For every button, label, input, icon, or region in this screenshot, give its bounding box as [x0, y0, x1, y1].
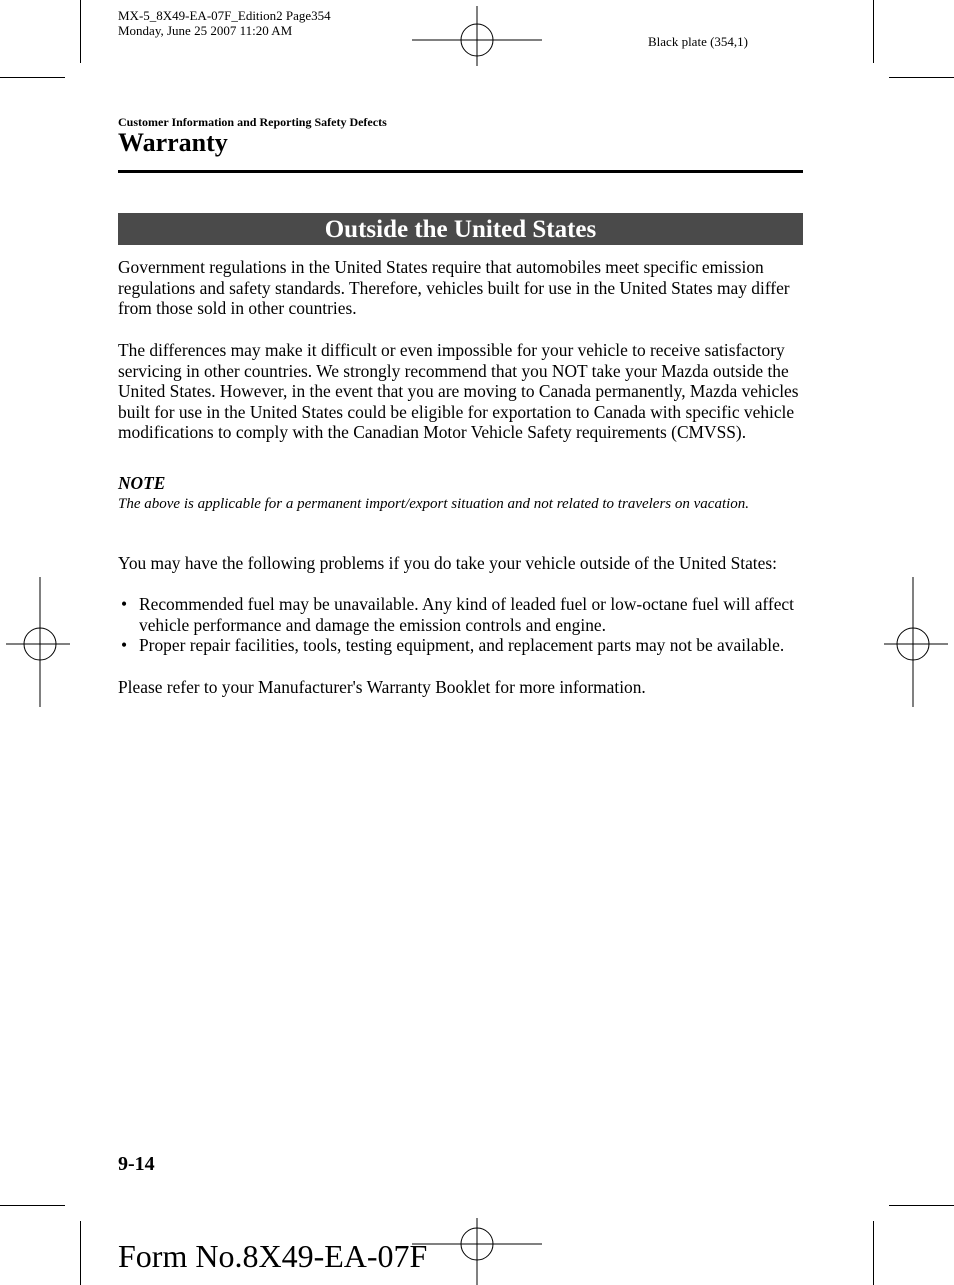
problem-list: [118, 594, 803, 656]
form-number: Form No.8X49-EA-07F: [118, 1238, 428, 1274]
crop-mark-bottom-left-h: [0, 1205, 65, 1206]
paragraph-problems: You may have the following problems if you do take your vehicle outside of the United States:: [118, 553, 777, 573]
print-file-info: MX-5_8X49-EA-07F_Edition2 Page354: [118, 8, 331, 23]
section-label: Customer Information and Reporting Safety Defects: [118, 115, 387, 129]
bullet-icon: •: [121, 635, 128, 656]
list-item-text: Recommended fuel may be unavailable. Any kind of leaded fuel or low-octane fuel will affect vehicle performance and damage the emission controls and engine.: [139, 594, 794, 635]
registration-mark-bottom-icon: [412, 1218, 542, 1285]
section-heading: Outside the United States: [118, 213, 803, 245]
registration-mark-top-icon: [412, 6, 542, 66]
paragraph-refer: Please refer to your Manufacturer's Warranty Booklet for more information.: [118, 677, 646, 697]
paragraph-differences: The differences may make it difficult or even impossible for your vehicle to receive satisfactory servicing in other countries. We strongly recommend that you NOT take your Mazda outside the United States. However, in the event that you are moving to Canada permanently, Mazda vehicles built for use in the United States could be eligible for exportation to Canada with specific vehicle modifications to comply with the Canadian Motor Vehicle Safety requirements (CMVSS).: [118, 340, 799, 443]
note-title: NOTE: [118, 473, 166, 493]
crop-mark-bottom-right-h: [889, 1205, 954, 1206]
bullet-icon: •: [121, 594, 128, 614]
list-item: [118, 635, 803, 656]
list-item: [118, 594, 803, 635]
note-text: The above is applicable for a permanent import/export situation and not related to travelers on vacation.: [118, 496, 750, 512]
crop-mark-top-left-h: [0, 77, 65, 78]
page-title: Warranty: [118, 128, 228, 157]
paragraph-regulations: Government regulations in the United States require that automobiles meet specific emission regulations and safety standards. Therefore, vehicles built for use in the United States may differ from those sold in other countries.: [118, 257, 790, 319]
registration-mark-left-icon: [6, 577, 70, 707]
crop-mark-bottom-right-v: [873, 1221, 874, 1285]
page-number: 9-14: [118, 1153, 155, 1175]
crop-mark-top-left-v: [80, 0, 81, 63]
title-divider: [118, 170, 803, 173]
list-item-text: Proper repair facilities, tools, testing equipment, and replacement parts may not be available.: [139, 635, 785, 656]
registration-mark-right-icon: [884, 577, 948, 707]
crop-mark-top-right-h: [889, 77, 954, 78]
print-timestamp: Monday, June 25 2007 11:20 AM: [118, 23, 293, 38]
print-metadata: [118, 8, 331, 38]
crop-mark-bottom-left-v: [80, 1221, 81, 1285]
crop-mark-top-right-v: [873, 0, 874, 63]
plate-label: Black plate (354,1): [648, 34, 748, 49]
